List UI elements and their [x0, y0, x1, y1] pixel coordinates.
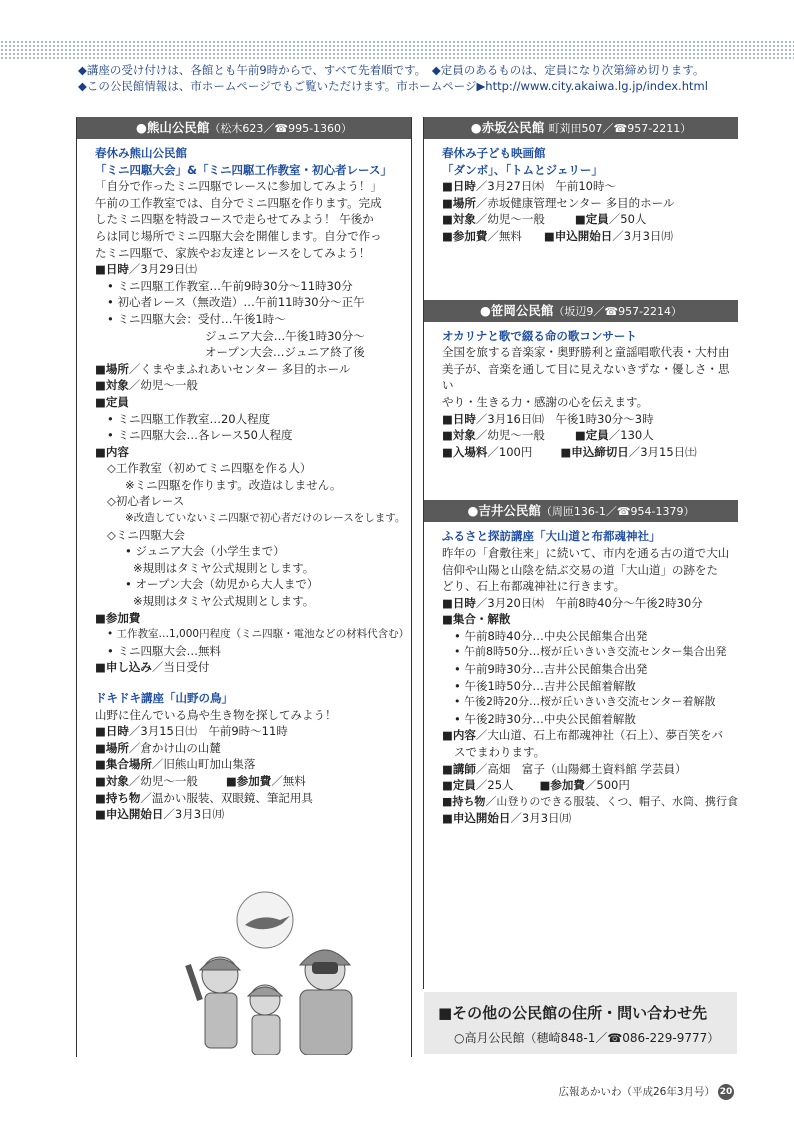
schedule-item: • 午前8時50分…桜が丘いきいき交流センター集合出発: [454, 645, 727, 659]
date-row: ■日時／3月29日㈯: [95, 262, 197, 277]
apply-row: ■申し込み／当日受付: [95, 660, 210, 675]
intro-line: 昨年の「倉敷往来」に続いて、市内を通る古の道で大山: [442, 545, 730, 560]
event-title: ふるさと探訪講座「大山道と布都魂神社」: [442, 529, 661, 544]
fee-end-row: ■入場料／100円 ■申込締切日／3月15日㈯: [442, 444, 697, 459]
date-row: ■日時／3月16日㈰ 午後1時30分～3時: [442, 411, 654, 426]
intro-line: 山野に住んでいる鳥や生き物を探してみよう！: [95, 707, 337, 722]
meet-row: ■集合場所／旧熊山町加山集落: [95, 757, 256, 772]
content-note: ※改造していないミニ四駆で初心者だけのレースをします。: [125, 512, 406, 525]
intro-line: 全国を旅する音楽家・奥野勝利と童謡唱歌代表・大村由: [442, 345, 730, 360]
capacity-label: ■定員: [95, 394, 129, 409]
event-subtitle: 「ミニ四駆大会」&「ミニ四駆工作教室・初心者レース」: [95, 162, 392, 177]
intro-line: たミニ四駆で、家族やお友達とレースをしてみよう！: [95, 245, 371, 260]
akasaka-header: ●赤坂公民館 町苅田507／☎957-2211）: [424, 117, 738, 139]
intro-line: 「自分で作ったミニ四駆でレースに参加してみよう！」: [95, 179, 382, 194]
header-dot-band: [0, 40, 794, 60]
schedule-item: • ミニ四駆工作教室…午前9時30分～11時30分: [107, 278, 353, 293]
schedule-item: • 午後2時20分…桜が丘いきいき交流センター着解散: [454, 695, 716, 709]
content-row: ■内容／大山道、石上布都魂神社（石上）、夢百笑をバ: [442, 728, 724, 743]
content-item: ◇初心者レース: [107, 494, 185, 509]
date-row: ■日時／3月15日㈯ 午前9時～11時: [95, 724, 288, 739]
sasaoka-header: ●笹岡公民館（坂辺9／☎957-2214）: [424, 300, 738, 322]
event-title: 春休み熊山公民館: [95, 146, 187, 160]
yoshii-header: ●吉井公民館（周匝136-1／☎954-1379）: [424, 500, 738, 522]
intro-line: したミニ四駆を特設コースで走らせてみよう！ 午後か: [95, 212, 374, 227]
bring-row: ■持ち物／温かい服装、双眼鏡、筆記用具: [95, 790, 313, 805]
content-subitem: • オープン大会（幼児から大人まで）: [125, 577, 319, 592]
start-row: ■申込開始日／3月3日㈪: [442, 811, 572, 826]
date-row: ■日時／3月20日㈭ 午前8時40分～午後2時30分: [442, 595, 703, 610]
page-number: 20: [718, 1084, 734, 1100]
content-note: ※ミニ四駆を作ります。改造はしません。: [125, 477, 342, 492]
place-row: ■場所／赤坂健康管理センター 多目的ホール: [442, 195, 675, 210]
target-cap-row: ■対象／幼児～一般 ■定員／50人: [442, 212, 647, 227]
schedule-item: オープン大会…ジュニア終了後: [205, 345, 365, 360]
birdwatching-illustration: [160, 890, 400, 1055]
lecturer-row: ■講師／高畑 富子（山陽郷土資料館 学芸員）: [442, 761, 687, 776]
meet-label: ■集合・解散: [442, 612, 511, 627]
target-cap-row: ■対象／幼児～一般 ■定員／130人: [442, 428, 654, 443]
right-column: [423, 117, 738, 989]
others-line: ○高月公民館（穂崎848-1／☎086-229-9777）: [454, 1031, 720, 1045]
schedule-item: ジュニア大会…午後1時30分～: [205, 328, 365, 343]
schedule-item: • 午前9時30分…吉井公民館集合出発: [454, 662, 648, 677]
place-row: ■場所／倉かけ山の山麓: [95, 740, 221, 755]
content-note: ※規則はタミヤ公式規則とします。: [133, 560, 315, 575]
event-title: 春休み子ども映画館: [442, 146, 546, 160]
intro-line: 美子が、音楽を通して目に見えないきずな・優しさ・思い: [442, 361, 730, 393]
schedule-item: • 初心者レース（無改造）…午前11時30分～正午: [107, 295, 365, 310]
fee-label: ■参加費: [95, 610, 141, 625]
event-title: オカリナと歌で綴る命の歌コンサート: [442, 328, 637, 343]
event-subtitle: 「ダンボ」、「トムとジェリー」: [442, 162, 603, 177]
fee-item: • 工作教室…1,000円程度（ミニ四駆・電池などの材料代含む）: [107, 628, 410, 641]
notices: [78, 62, 778, 94]
content-item: ◇ミニ四駆大会: [107, 527, 185, 542]
fee-start-row: ■参加費／無料 ■申込開始日／3月3日㈪: [442, 228, 673, 243]
schedule-item: • 午前8時40分…中央公民館集合出発: [454, 628, 648, 643]
footer-text: 広報あかいわ（平成26年3月号）: [558, 1086, 715, 1098]
date-row: ■日時／3月27日㈭ 午前10時～: [442, 179, 616, 194]
intro-line: やり・生きる力・感謝の心を伝えます。: [442, 394, 649, 409]
capacity-item: • ミニ四駆工作教室…20人程度: [107, 411, 271, 426]
content-subitem: • ジュニア大会（小学生まで）: [125, 544, 285, 559]
intro-line: 午前の工作教室では、自分でミニ四駆を作ります。完成: [95, 195, 382, 210]
target-fee-row: ■対象／幼児～一般 ■参加費／無料: [95, 773, 306, 788]
page-footer: [558, 1084, 734, 1100]
bring-row: ■持ち物／山登りのできる服装、くつ、帽子、水筒、携行食: [442, 794, 738, 808]
content-label: ■内容: [95, 444, 129, 459]
other-community-centers: [424, 992, 737, 1054]
capacity-item: • ミニ四駆大会…各レース50人程度: [107, 428, 293, 443]
schedule-item: • 午後1時50分…吉井公民館着解散: [454, 678, 636, 693]
fee-item: • ミニ四駆大会…無料: [107, 643, 221, 658]
content-item: ◇工作教室（初めてミニ四駆を作る人）: [107, 461, 312, 476]
intro-line: どり、石上布都魂神社に行きます。: [442, 579, 626, 594]
others-heading: ■その他の公民館の住所・問い合わせ先: [438, 1004, 708, 1022]
start-row: ■申込開始日／3月3日㈪: [95, 807, 225, 822]
schedule-item: • 午後2時30分…中央公民館着解散: [454, 711, 636, 726]
intro-line: らは同じ場所でミニ四駆大会を開催します。自分で作っ: [95, 228, 382, 243]
content-row-cont: スでまわります。: [454, 745, 546, 760]
cap-fee-row: ■定員／25人 ■参加費／500円: [442, 778, 630, 793]
target-row: ■対象／幼児～一般: [95, 378, 198, 393]
intro-line: 信仰や山陽と山陰を結ぶ交易の道「大山道」の跡をた: [442, 562, 718, 577]
event-title: ドキドキ講座「山野の鳥」: [95, 691, 233, 705]
notice-line: ◆この公民館情報は、市ホームページでもご覧いただけます。市ホームページ▶http://www.city.akaiwa.lg.jp/index.html: [78, 79, 708, 93]
notice-line: ◆講座の受け付けは、各館とも午前9時からで、すべて先着順です。 ◆定員のあるものは、定員になり次第締め切ります。: [78, 63, 705, 77]
kumayama-header: ●熊山公民館（松木623／☎995-1360）: [77, 117, 411, 139]
content-note: ※規則はタミヤ公式規則とします。: [133, 594, 315, 609]
place-row: ■場所／くまやまふれあいセンター 多目的ホール: [95, 361, 351, 376]
schedule-item: • ミニ四駆大会：受付…午後1時～: [107, 311, 286, 326]
